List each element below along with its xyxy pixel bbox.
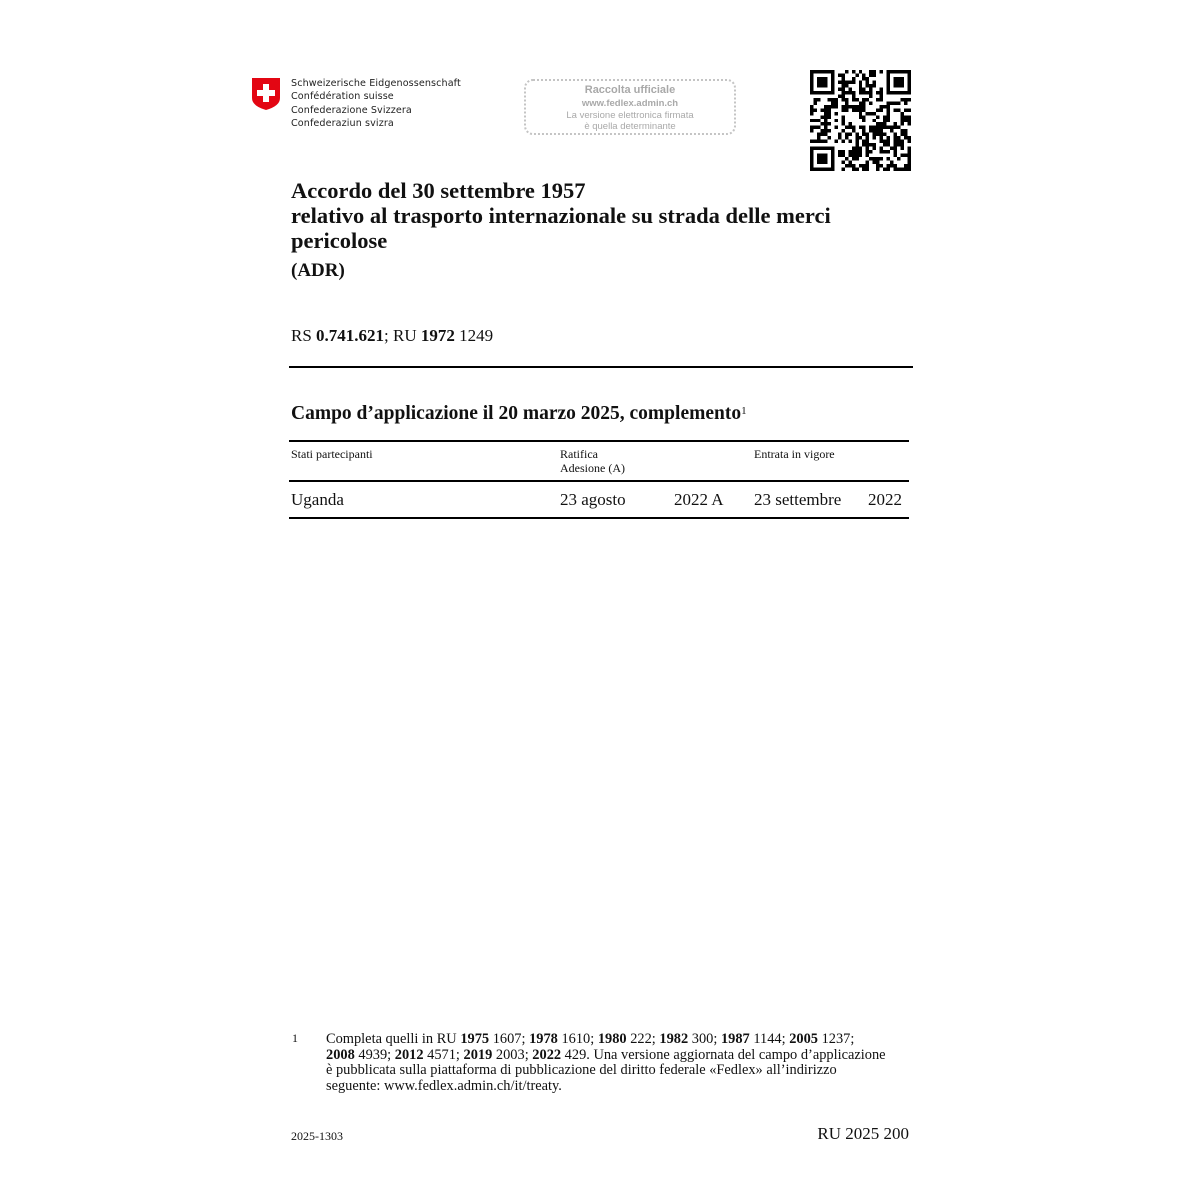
confederation-name-fr: Confédération suisse	[291, 91, 394, 103]
stamp-note-2: è quella determinante	[584, 121, 676, 132]
footnote-ref-year: 2005	[789, 1031, 818, 1047]
ru-year: 1972	[420, 326, 455, 345]
footnote-ref-year: 1980	[597, 1031, 627, 1047]
stamp-title: Raccolta ufficiale	[584, 84, 676, 96]
official-collection-stamp	[524, 79, 736, 135]
footnote-ref-page: 4939;	[354, 1046, 395, 1063]
header-ratification-line1: Ratifica	[560, 447, 598, 461]
title-line-1: Accordo del 30 settembre 1957	[291, 178, 586, 203]
footnote-ref-page: 1610;	[557, 1031, 598, 1047]
title-line-2: relativo al trasporto internazionale su strada delle merci	[291, 203, 831, 228]
footnote-ref-year: 1975	[460, 1031, 490, 1047]
footnote-ref-page: 4571;	[423, 1046, 464, 1063]
footnote-ref-page: 1237;	[817, 1031, 855, 1047]
table-header-rule	[289, 480, 909, 482]
cell-entry-year: 2022	[868, 490, 902, 509]
footnote-ref-page: 1144;	[749, 1031, 790, 1047]
rs-prefix: RS	[291, 326, 317, 345]
swiss-cross-icon	[252, 78, 280, 110]
cell-ratification-year: 2022 A	[674, 490, 724, 509]
header-ratification-line2: Adesione (A)	[560, 460, 625, 475]
footnote-ref-year: 1987	[720, 1031, 750, 1047]
footnote-ref-page: 2003;	[492, 1046, 533, 1063]
footnote-intro: Completa quelli in RU	[326, 1031, 461, 1047]
header-states: Stati partecipanti	[291, 447, 373, 461]
footnote-tail: Una versione aggiornata del campo d’applicazione è pubblicata sulla piattaforma di pubblicazione del diritto federale «Fedlex» all’indirizzo seguente: www.fedlex.admin.ch/it/treaty.	[326, 1046, 886, 1094]
title-abbreviation: (ADR)	[291, 260, 345, 281]
confederation-names	[291, 77, 461, 131]
footnote-ref-year: 1978	[529, 1031, 558, 1047]
stamp-note-1: La versione elettronica firmata	[566, 110, 694, 121]
footnote-ref-year: 1982	[659, 1031, 689, 1047]
footnote-ref-year: 2019	[463, 1046, 493, 1063]
footnote-number: 1	[292, 1031, 298, 1045]
section-divider	[289, 366, 913, 368]
title-line-3: pericolose	[291, 228, 388, 253]
footnote-ref-year: 2008	[326, 1046, 355, 1063]
systematic-reference	[291, 326, 493, 346]
footnote-reference: 1	[741, 405, 747, 417]
header-entry-into-force: Entrata in vigore	[754, 447, 835, 461]
table-top-rule	[289, 440, 909, 442]
official-collection-reference: RU 2025 200	[817, 1124, 909, 1143]
rs-number: 0.741.621	[316, 326, 385, 345]
scope-heading	[291, 403, 747, 425]
cell-entry-date: 23 settembre	[754, 490, 842, 509]
scope-heading-text: Campo d’applicazione il 20 marzo 2025, complemento	[291, 403, 742, 424]
footnote-ref-year: 2012	[394, 1046, 424, 1063]
document-title	[291, 178, 911, 253]
table-bottom-rule	[289, 517, 909, 519]
document-number: 2025-1303	[291, 1129, 343, 1143]
footnote-ref-page: 300;	[688, 1031, 721, 1047]
qr-code-icon	[810, 70, 911, 171]
footnote-ref-page: 429.	[561, 1046, 590, 1063]
confederation-name-it: Confederazione Svizzera	[291, 104, 412, 116]
cell-state: Uganda	[291, 490, 344, 509]
stamp-url: www.fedlex.admin.ch	[581, 98, 679, 109]
ru-separator: ; RU	[384, 326, 421, 345]
header-ratification	[560, 448, 625, 475]
footnote-text	[326, 1032, 886, 1094]
confederation-name-de: Schweizerische Eidgenossenschaft	[291, 78, 461, 89]
footnote-ref-page: 1607;	[489, 1031, 530, 1047]
footnote-ref-page: 222;	[626, 1031, 660, 1047]
cell-ratification-date: 23 agosto	[560, 490, 626, 509]
confederation-name-rm: Confederaziun svizra	[291, 118, 394, 130]
footnote-ref-year: 2022	[532, 1046, 562, 1063]
ru-page: 1249	[454, 326, 494, 345]
